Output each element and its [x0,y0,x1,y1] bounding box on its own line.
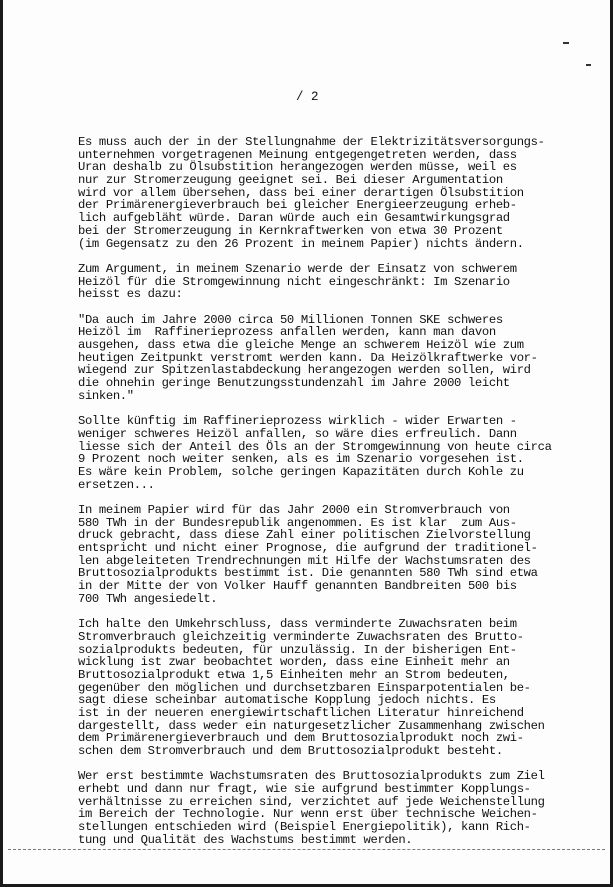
text-line: Zum Argument, in meinem Szenario werde der Einsatz von schwerem [78,261,517,276]
body-text [78,136,578,859]
text-line: ersetzen... [78,477,155,492]
text-line: 580 TWh in der Bundesrepublik angenommen. Es ist klar zum Aus- [78,515,517,530]
text-line: heutigen Zeitpunkt verstromt werden kann. Da Heizölkraftwerke vor- [78,350,538,365]
text-line: tung und Qualität des Wachstums bestimmt werden. [78,832,413,847]
text-line: die ohnehin geringe Benutzungsstundenzahl im Jahre 2000 leicht [78,376,510,391]
text-line: Heizöl im Raffinerieprozess anfallen werden, kann man davon [78,325,496,340]
scan-speck [563,42,569,44]
text-line: der Primärenergieverbrauch bei gleicher Energieerzeugung erheb- [78,198,517,213]
text-line: ist in der neueren energiewirtschaftlichen Literatur hinreichend [78,705,524,720]
scan-speck [586,64,591,66]
text-line: Ich halte den Umkehrschluss, dass verminderte Zuwachsraten beim [78,617,517,632]
text-line: len abgeleiteten Trendrechnungen mit Hilfe der Wachstumsraten des [78,553,531,568]
text-line: Es muss auch der in der Stellungnahme der Elektrizitätsversorgungs- [78,135,545,149]
text-line: verhältnisse zu erreichen sind, verzichtet auf jede Weichenstellung [78,794,545,809]
page-number: / 2 [296,90,319,104]
text-line: "Da auch im Jahre 2000 circa 50 Millionen Tonnen SKE schweres [78,312,503,327]
text-line: In meinem Papier wird für das Jahr 2000 ein Stromverbrauch von [78,502,510,517]
text-line: 700 TWh angesiedelt. [78,591,218,606]
paragraph [78,618,578,758]
text-line: nur zur Stromerzeugung geeignet sei. Bei dieser Argumentation [78,173,503,188]
text-line: lich aufgebläht würde. Daran würde auch ein Gesamtwirkungsgrad [78,211,510,226]
text-line: stellungen entschieden wird (Beispiel Energiepolitik), kann Rich- [78,820,531,835]
text-line: Uran deshalb zu Ölsubstition herangezogen werden müsse, weil es [78,160,517,175]
text-line: Es wäre kein Problem, solche geringen Kapazitäten durch Kohle zu [78,464,524,479]
paragraph [78,415,578,491]
text-line: Wer erst bestimmte Wachstumsraten des Bruttosozialprodukts zum Ziel [78,769,545,784]
text-line: im Bereich der Technologie. Nur wenn erst über technische Weichen- [78,807,538,822]
text-line: liesse sich der Anteil des Öls an der Stromgewinnung von heute circa [78,439,552,454]
text-line: wiegend zur Spitzenlastabdeckung herangezogen werden sollen, wird [78,363,531,378]
text-line: Sollte künftig im Raffinerieprozess wirklich - wider Erwarten - [78,414,517,429]
paragraph [78,504,578,606]
text-line: entspricht und nicht einer Prognose, die aufgrund der traditionel- [78,541,538,555]
scan-border-left [0,0,3,887]
text-line: wicklung ist zwar beobachtet worden, dass eine Einheit mehr an [78,655,510,670]
text-line: Bruttosozialprodukts bestimmt ist. Die genannten 580 TWh sind etwa [78,566,538,581]
text-line: Heizöl für die Stromgewinnung nicht eingeschränkt: Im Szenario [78,274,510,289]
text-line: schen dem Stromverbrauch und dem Bruttosozialprodukt besteht. [78,744,503,758]
text-line: sozialprodukts bedeuten, für unzulässig. In der bisherigen Ent- [78,642,517,657]
text-line: weniger schweres Heizöl anfallen, so wäre dies erfreulich. Dann [78,426,517,441]
text-line: Bruttosozialprodukt etwa 1,5 Einheiten mehr an Strom bedeuten, [78,667,510,682]
text-line: dargestellt, dass weder ein naturgesetzlicher Zusammenhang zwischen [78,718,545,733]
paragraph [78,136,578,250]
text-line: druck gebracht, dass diese Zahl einer politischen Zielvorstellung [78,528,531,543]
text-line: sagt diese scheinbar automatische Kopplung jedoch nichts. Es [78,693,496,708]
text-line: sinken." [78,388,134,403]
text-line: ausgehen, dass etwa die gleiche Menge an schwerem Heizöl wie zum [78,338,524,352]
text-line: erhebt und dann nur fragt, wie sie aufgrund bestimmter Kopplungs- [78,782,531,797]
paragraph [78,770,578,846]
text-line: gegenüber den möglichen und durchsetzbaren Einsparpotentialen be- [78,680,531,695]
paragraph [78,263,578,301]
text-line: bei der Stromerzeugung in Kernkraftwerken von etwa 30 Prozent [78,223,503,238]
text-line: in der Mitte der von Volker Hauff genannten Bandbreiten 500 bis [78,579,517,594]
text-line: wird vor allem übersehen, dass bei einer derartigen Ölsubstition [78,185,524,200]
text-line: heisst es dazu: [78,287,183,302]
text-line: 9 Prozent noch weiter senken, als es im Szenario vorgesehen ist. [78,452,524,467]
text-line: dem Primärenergieverbrauch und dem Bruttosozialprodukt noch zwi- [78,731,524,746]
text-line: Stromverbrauch gleichzeitig verminderte Zuwachsraten des Brutto- [78,629,524,644]
text-line: unternehmen vorgetragenen Meinung entgegengetreten werden, dass [78,147,517,162]
text-line: (im Gegensatz zu den 26 Prozent in meinem Papier) nichts ändern. [78,236,524,251]
paragraph [78,314,578,403]
